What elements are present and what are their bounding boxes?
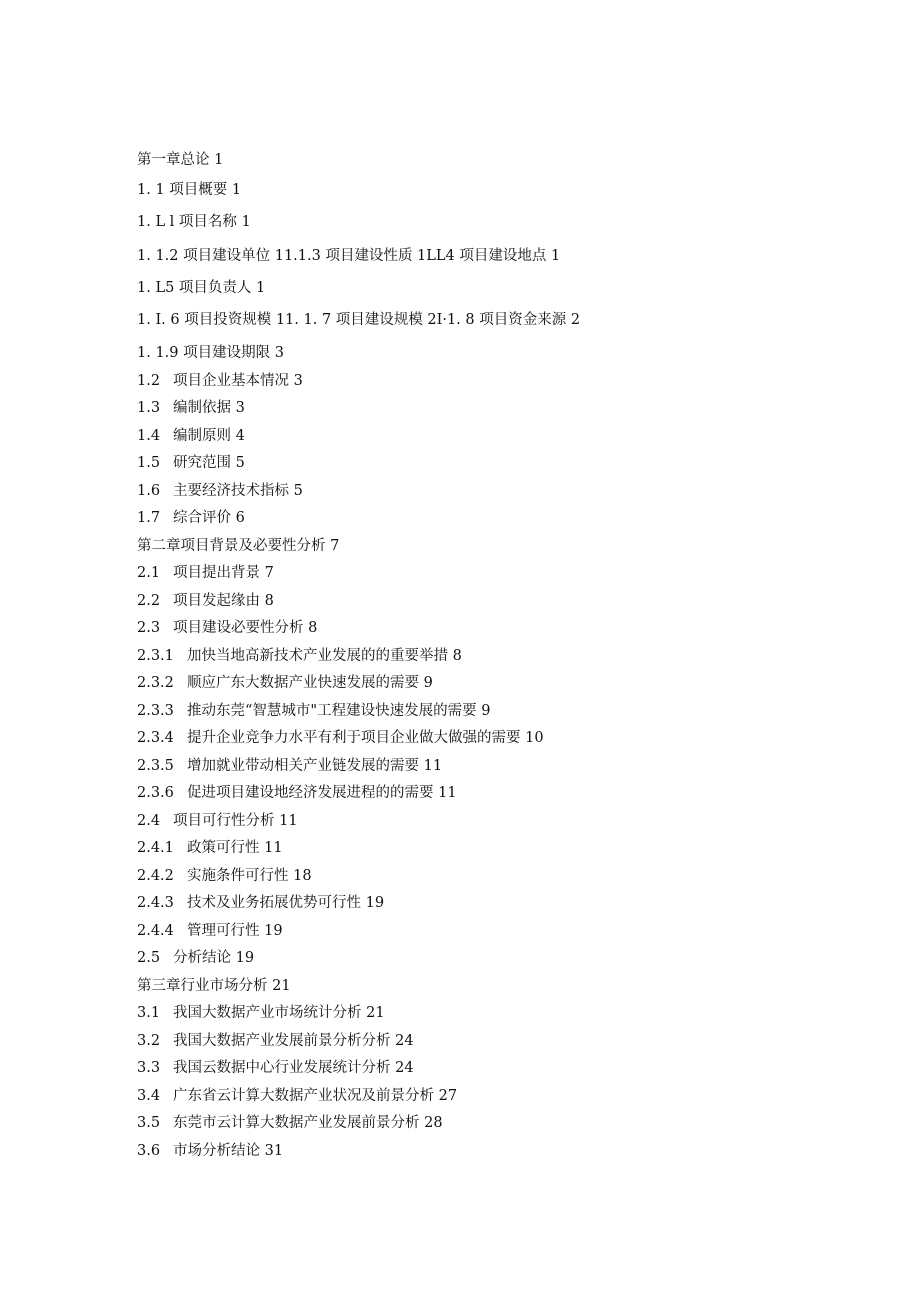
toc-entry-text: 加快当地高新技术产业发展的的重要举措 8 (187, 648, 462, 664)
toc-entry[interactable] (137, 728, 544, 748)
toc-entry-text: 分析结论 19 (173, 950, 255, 966)
toc-entry-number: 1.7 (137, 510, 161, 526)
toc-entry[interactable] (137, 948, 254, 968)
toc-entry-number: 2.3.4 (137, 730, 174, 746)
toc-entry-text: 东莞市云计算大数据产业发展前景分析 28 (173, 1115, 443, 1131)
toc-entry-text: 项目建设必要性分析 8 (173, 620, 318, 636)
toc-entry-text: 广东省云计算大数据产业状况及前景分析 27 (173, 1088, 458, 1104)
toc-entry[interactable] (137, 618, 317, 638)
toc-entry-text: 我国大数据产业发展前景分析分析 24 (173, 1033, 414, 1049)
toc-entry[interactable] (137, 453, 245, 473)
toc-entry-text: 1. L l 项目名称 1 (137, 214, 251, 230)
toc-entry[interactable] (137, 756, 442, 776)
toc-entry[interactable] (137, 811, 298, 831)
toc-entry-number: 2.3.5 (137, 758, 174, 774)
toc-entry-text: 项目发起缘由 8 (173, 593, 274, 609)
toc-entry[interactable] (137, 1003, 385, 1023)
toc-entry-text: 1. 1.2 项目建设单位 11.1.3 项目建设性质 1LL4 项目建设地点 1 (137, 248, 561, 264)
toc-entry-text: 项目企业基本情况 3 (173, 373, 303, 389)
toc-entry[interactable] (137, 212, 251, 232)
toc-entry[interactable] (137, 180, 241, 200)
toc-entry[interactable] (137, 481, 303, 501)
toc-entry-text: 1. 1.9 项目建设期限 3 (137, 345, 284, 361)
toc-entry-number: 1.3 (137, 400, 161, 416)
toc-entry-text: 我国云数据中心行业发展统计分析 24 (173, 1060, 414, 1076)
toc-entry-number: 3.4 (137, 1088, 161, 1104)
toc-entry[interactable] (137, 278, 265, 298)
toc-entry-text: 我国大数据产业市场统计分析 21 (173, 1005, 385, 1021)
toc-entry-number: 1.4 (137, 428, 161, 444)
toc-entry[interactable] (137, 508, 245, 528)
toc-entry[interactable] (137, 1086, 457, 1106)
toc-entry[interactable] (137, 310, 580, 330)
toc-entry-text: 技术及业务拓展优势可行性 19 (187, 895, 385, 911)
toc-entry-text: 顺应广东大数据产业快速发展的需要 9 (187, 675, 433, 691)
toc-entry[interactable] (137, 371, 303, 391)
toc-entry-text: 1. I. 6 项目投资规模 11. 1. 7 项目建设规模 2I·1. 8 项目资金来源 2 (137, 312, 581, 328)
toc-entry[interactable] (137, 838, 283, 858)
toc-entry[interactable] (137, 921, 283, 941)
toc-entry[interactable] (137, 701, 490, 721)
toc-entry-text: 第一章总论 1 (137, 152, 224, 168)
toc-entry[interactable] (137, 1031, 414, 1051)
toc-entry-text: 第三章行业市场分析 21 (137, 978, 291, 994)
toc-entry-number: 2.4.2 (137, 868, 174, 884)
toc-entry[interactable] (137, 426, 245, 446)
toc-entry[interactable] (137, 866, 312, 886)
toc-entry-text: 增加就业带动相关产业链发展的需要 11 (187, 758, 443, 774)
toc-entry-text: 1. L5 项目负责人 1 (137, 280, 266, 296)
toc-entry-number: 3.5 (137, 1115, 161, 1131)
toc-entry-number: 2.4 (137, 813, 161, 829)
toc-entry-number: 1.2 (137, 373, 161, 389)
toc-entry-number: 2.4.3 (137, 895, 174, 911)
toc-entry-number: 2.3 (137, 620, 161, 636)
toc-entry-text: 综合评价 6 (173, 510, 245, 526)
toc-entry[interactable] (137, 591, 274, 611)
toc-entry-text: 实施条件可行性 18 (187, 868, 312, 884)
toc-entry-text: 项目提出背景 7 (173, 565, 274, 581)
toc-entry-number: 2.3.3 (137, 703, 174, 719)
toc-entry[interactable] (137, 1141, 283, 1161)
toc-entry-number: 3.2 (137, 1033, 161, 1049)
toc-entry-number: 2.2 (137, 593, 161, 609)
toc-entry-number: 2.4.4 (137, 923, 174, 939)
toc-entry[interactable] (137, 893, 384, 913)
toc-entry[interactable] (137, 1113, 443, 1133)
toc-entry-number: 2.3.2 (137, 675, 174, 691)
toc-entry-number: 2.3.6 (137, 785, 174, 801)
toc-entry-text: 提升企业竞争力水平有利于项目企业做大做强的需要 10 (187, 730, 544, 746)
toc-entry-number: 3.3 (137, 1060, 161, 1076)
toc-entry[interactable] (137, 246, 560, 266)
toc-entry-number: 2.4.1 (137, 840, 174, 856)
toc-entry[interactable] (137, 1058, 414, 1078)
toc-entry-number: 2.1 (137, 565, 161, 581)
toc-entry-text: 第二章项目背景及必要性分析 7 (137, 538, 340, 554)
toc-entry-text: 编制依据 3 (173, 400, 245, 416)
toc-entry[interactable] (137, 646, 462, 666)
toc-entry-number: 3.6 (137, 1143, 161, 1159)
toc-entry-text: 编制原则 4 (173, 428, 245, 444)
toc-entry-number: 1.6 (137, 483, 161, 499)
toc-entry[interactable] (137, 563, 274, 583)
toc-entry-text: 市场分析结论 31 (173, 1143, 284, 1159)
toc-entry[interactable] (137, 343, 284, 363)
toc-entry-text: 1. 1 项目概要 1 (137, 182, 242, 198)
toc-entry-number: 1.5 (137, 455, 161, 471)
toc-entry[interactable] (137, 398, 245, 418)
toc-entry-text: 推动东莞“智慧城市"工程建设快速发展的需要 9 (187, 703, 491, 719)
toc-entry-number: 3.1 (137, 1005, 161, 1021)
toc-entry[interactable] (137, 673, 433, 693)
toc-entry-text: 项目可行性分析 11 (173, 813, 298, 829)
toc-entry-text: 主要经济技术指标 5 (173, 483, 303, 499)
toc-entry-number: 2.3.1 (137, 648, 174, 664)
toc-entry-text: 研究范围 5 (173, 455, 245, 471)
toc-chapter-2[interactable] (137, 536, 339, 556)
toc-entry-text: 政策可行性 11 (187, 840, 283, 856)
toc-entry-text: 管理可行性 19 (187, 923, 283, 939)
toc-entry-number: 2.5 (137, 950, 161, 966)
toc-entry-text: 促进项目建设地经济发展进程的的需要 11 (187, 785, 457, 801)
toc-entry[interactable] (137, 783, 457, 803)
toc-chapter-1[interactable] (137, 150, 223, 170)
toc-chapter-3[interactable] (137, 976, 291, 996)
